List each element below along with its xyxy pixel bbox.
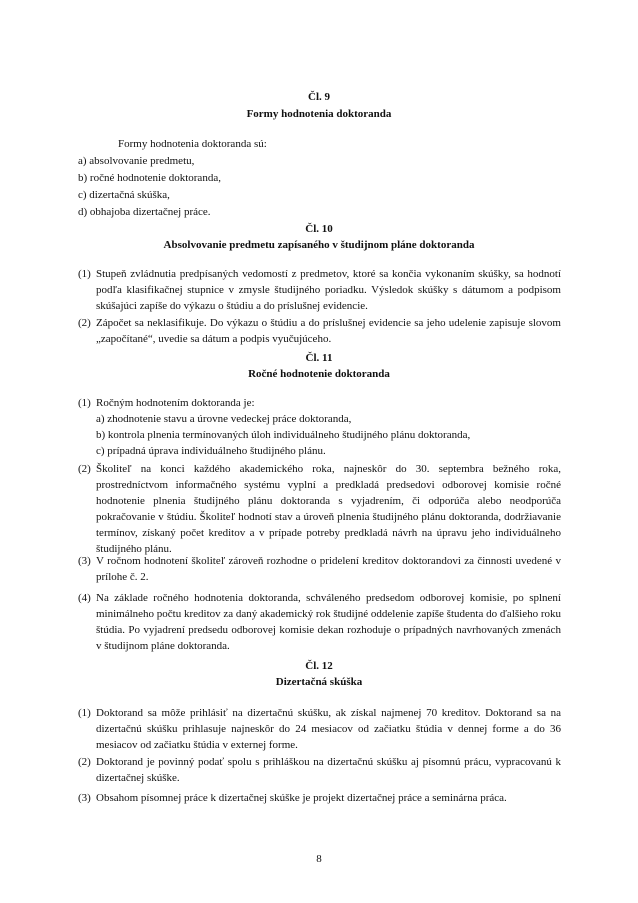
article-9-number: Čl. 9 <box>308 91 330 103</box>
article-11-paragraph-3-marker: (3) <box>78 555 91 567</box>
article-10-paragraph-2: Zápočet sa neklasifikuje. Do výkazu o štúdiu a do príslušnej evidencie sa jeho udelenie zapisuje slovom „započítané“, uvedie sa dátum a podpis vyučujúceho. <box>96 317 561 345</box>
article-11-paragraph-1-item-c: c) prípadná úprava individuálneho študijného plánu. <box>96 445 326 457</box>
article-9-item-c: c) dizertačná skúška, <box>78 189 170 201</box>
article-11-paragraph-4: Na základe ročného hodnotenia doktoranda, schváleného predsedom odborovej komisie, po splnení minimálneho počtu kreditov za daný akademický rok študijné oddelenie zapíše študenta do ďalšieho roku štúdia. Po vyjadrení predsedu odborovej komisie dekan rozhoduje o prípadných navrhovaných zmenách v študijnom pláne doktoranda. <box>96 592 562 652</box>
article-12-paragraph-3: Obsahom písomnej práce k dizertačnej skúške je projekt dizertačnej práce a seminárna práca. <box>96 792 507 804</box>
article-12-paragraph-3-marker: (3) <box>78 792 91 804</box>
article-10-paragraph-1: Stupeň zvládnutia predpísaných vedomostí z predmetov, ktoré sa končia vykonaním skúšky, sa hodnotí podľa klasifikačnej stupnice v zmysle študijného poriadku. Výsledok skúšky s dátumom a podpisom skúšajúci zapíše do výkazu o štúdiu a do príslušnej evidencie. <box>96 268 561 312</box>
article-9-title: Formy hodnotenia doktoranda <box>246 108 392 120</box>
article-11-paragraph-1-intro: Ročným hodnotením doktoranda je: <box>96 397 255 409</box>
article-10-paragraph-2-marker: (2) <box>78 317 91 329</box>
article-10-number: Čl. 10 <box>305 223 333 235</box>
article-11-number: Čl. 11 <box>305 352 333 364</box>
article-11-paragraph-1-item-a: a) zhodnotenie stavu a úrovne vedeckej práce doktoranda, <box>96 413 352 425</box>
article-9-intro: Formy hodnotenia doktoranda sú: <box>118 138 267 150</box>
article-12-paragraph-2: Doktorand je povinný podať spolu s prihláškou na dizertačnú skúšku aj písomnú prácu, vypracovanú k dizertačnej skúške. <box>96 756 561 784</box>
article-11-paragraph-2-marker: (2) <box>78 463 91 475</box>
article-9-item-b: b) ročné hodnotenie doktoranda, <box>78 172 221 184</box>
article-12-title: Dizertačná skúška <box>275 676 363 688</box>
page-number: 8 <box>316 853 322 865</box>
article-12-number: Čl. 12 <box>305 660 333 672</box>
article-11-paragraph-1-item-b: b) kontrola plnenia termínovaných úloh individuálneho študijného plánu doktoranda, <box>96 429 471 441</box>
article-9-item-d: d) obhajoba dizertačnej práce. <box>78 206 211 218</box>
article-10-paragraph-1-marker: (1) <box>78 268 91 280</box>
article-10-title: Absolvovanie predmetu zapísaného v študijnom pláne doktoranda <box>163 239 475 251</box>
article-11-paragraph-4-marker: (4) <box>78 592 91 604</box>
article-11-paragraph-2: Školiteľ na konci každého akademického roka, najneskôr do 30. septembra bežného roka, prostredníctvom informačného systému vyplní a predkladá predsedovi odborovej komisie ročné hodnotenie plnenia študijného plánu doktoranda s vyjadrením, či odporúča alebo neodporúča pokračovanie v štúdiu. Školiteľ hodnotí stav a úroveň plnenia študijného plánu doktoranda, dodržiavanie termínov, získaný počet kreditov a v prípade potreby predkladá návrh na úpravu jeho individuálneho študijného plánu. <box>96 463 561 555</box>
article-12-paragraph-2-marker: (2) <box>78 756 91 768</box>
article-12-paragraph-1: Doktorand sa môže prihlásiť na dizertačnú skúšku, ak získal najmenej 70 kreditov. Doktorand sa na dizertačnú skúšku prihlasuje najneskôr do 24 mesiacov od začiatku štúdia v dennej forme a do 36 mesiacov od začiatku štúdia v externej forme. <box>96 707 561 751</box>
article-12-paragraph-1-marker: (1) <box>78 707 91 719</box>
article-11-title: Ročné hodnotenie doktoranda <box>248 368 390 380</box>
article-11-paragraph-1-marker: (1) <box>78 397 91 409</box>
article-11-paragraph-3: V ročnom hodnotení školiteľ zároveň rozhodne o pridelení kreditov doktorandovi za činnosti uvedené v prílohe č. 2. <box>96 555 561 583</box>
article-9-item-a: a) absolvovanie predmetu, <box>78 155 195 167</box>
